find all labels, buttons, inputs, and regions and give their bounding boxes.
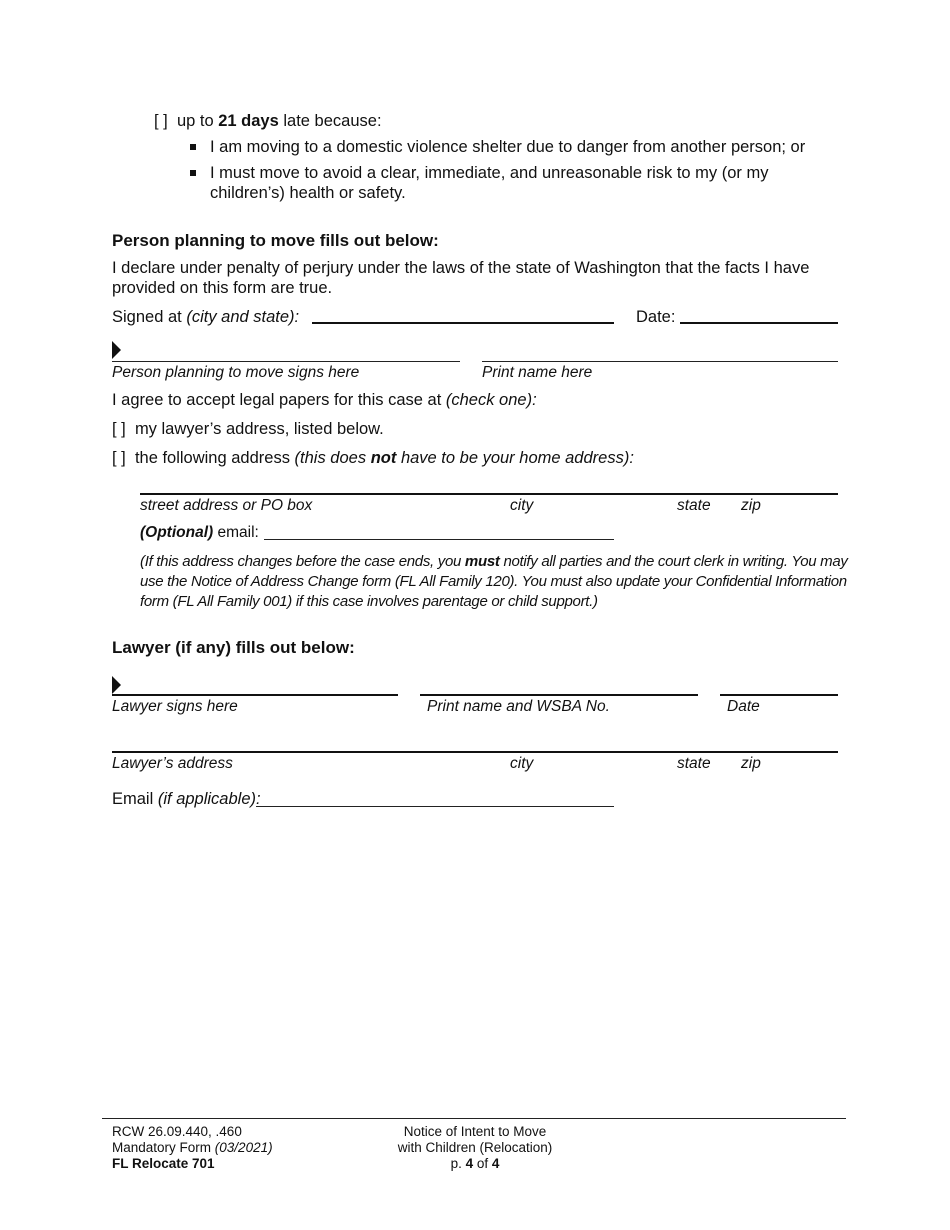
signed-at-field[interactable] bbox=[312, 322, 614, 324]
lawyer-signature-field[interactable] bbox=[112, 694, 398, 696]
late-reason-2-line1: I must move to avoid a clear, immediate, and unreasonable risk to my (or my bbox=[210, 164, 769, 182]
lawyer-print-caption: Print name and WSBA No. bbox=[427, 698, 610, 715]
option-following-address: [ ] the following address (this does not have to be your home address): bbox=[112, 449, 634, 467]
declaration-line-2: provided on this form are true. bbox=[112, 279, 333, 297]
date-label: Date: bbox=[636, 308, 676, 326]
person-print-caption: Print name here bbox=[482, 364, 593, 381]
lawyer-date-caption: Date bbox=[727, 698, 760, 715]
footer-title-line1: Notice of Intent to Move bbox=[403, 1124, 547, 1139]
lawyer-zip-caption: zip bbox=[741, 755, 761, 772]
lawyer-print-name-field[interactable] bbox=[420, 694, 698, 696]
address-field[interactable] bbox=[140, 493, 838, 495]
person-sign-caption: Person planning to move signs here bbox=[112, 364, 360, 381]
footer-left bbox=[112, 1124, 273, 1172]
declaration-line-1: I declare under penalty of perjury under the laws of the state of Washington that the facts I have bbox=[112, 259, 810, 277]
address-state-caption: state bbox=[677, 497, 711, 514]
address-city-caption: city bbox=[510, 497, 534, 514]
lawyer-address-field[interactable] bbox=[112, 751, 838, 753]
optional-email-label: (Optional) email: bbox=[140, 524, 259, 541]
signed-at-label: Signed at (city and state): bbox=[112, 308, 300, 326]
person-print-name-field[interactable] bbox=[482, 361, 838, 362]
late-suffix: late because: bbox=[283, 112, 382, 130]
address-street-caption: street address or PO box bbox=[140, 497, 313, 514]
person-signature-field[interactable] bbox=[112, 361, 460, 362]
footer-rcw: RCW 26.09.440, .460 bbox=[112, 1124, 242, 1139]
late-prefix: up to bbox=[176, 112, 214, 130]
bullet-icon bbox=[190, 170, 196, 176]
lawyer-date-field[interactable] bbox=[720, 694, 838, 696]
lawyer-state-caption: state bbox=[677, 755, 711, 772]
sign-here-arrow-icon bbox=[112, 341, 121, 359]
option-following-checkbox[interactable]: [ ] bbox=[112, 449, 126, 467]
lawyer-city-caption: city bbox=[510, 755, 534, 772]
footer-form-id: FL Relocate 701 bbox=[112, 1156, 215, 1171]
lawyer-email-label: Email (if applicable): bbox=[112, 790, 261, 808]
footer-page-number: p. 4 of 4 bbox=[450, 1156, 500, 1171]
lawyer-email-field[interactable] bbox=[256, 806, 614, 807]
optional-email-field[interactable] bbox=[264, 539, 614, 540]
option-lawyer-checkbox[interactable]: [ ] bbox=[112, 420, 126, 438]
late-21-days-checkbox[interactable]: [ ] bbox=[154, 112, 168, 130]
address-change-note: (If this address changes before the case ends, you must notify all parties and the court clerk in writing. You may use the Notice of Address Change form (FL All Family 120). You must also update your Confidential Information form (FL All Family 001) if this case involves parentage or child support.) bbox=[140, 553, 848, 610]
option-lawyer-address: [ ] my lawyer’s address, listed below. bbox=[112, 420, 384, 438]
late-21-days-option bbox=[154, 112, 382, 131]
agree-text: I agree to accept legal papers for this case at (check one): bbox=[112, 391, 537, 409]
late-reason-2-line2: children’s) health or safety. bbox=[210, 184, 406, 202]
lawyer-address-caption: Lawyer’s address bbox=[112, 755, 233, 772]
date-field[interactable] bbox=[680, 322, 838, 324]
late-days: 21 days bbox=[218, 112, 279, 130]
lawyer-sign-caption: Lawyer signs here bbox=[112, 698, 238, 715]
late-reason-1: I am moving to a domestic violence shelter due to danger from another person; or bbox=[210, 138, 806, 156]
address-zip-caption: zip bbox=[741, 497, 761, 514]
sign-here-arrow-icon bbox=[112, 676, 121, 694]
bullet-icon bbox=[190, 144, 196, 150]
person-section-heading: Person planning to move fills out below: bbox=[112, 231, 439, 250]
footer-title-line2: with Children (Relocation) bbox=[397, 1140, 553, 1155]
footer-center bbox=[380, 1124, 570, 1172]
footer-divider bbox=[102, 1118, 846, 1119]
lawyer-section-heading: Lawyer (if any) fills out below: bbox=[112, 638, 355, 657]
footer-mandatory: Mandatory Form (03/2021) bbox=[112, 1140, 273, 1155]
